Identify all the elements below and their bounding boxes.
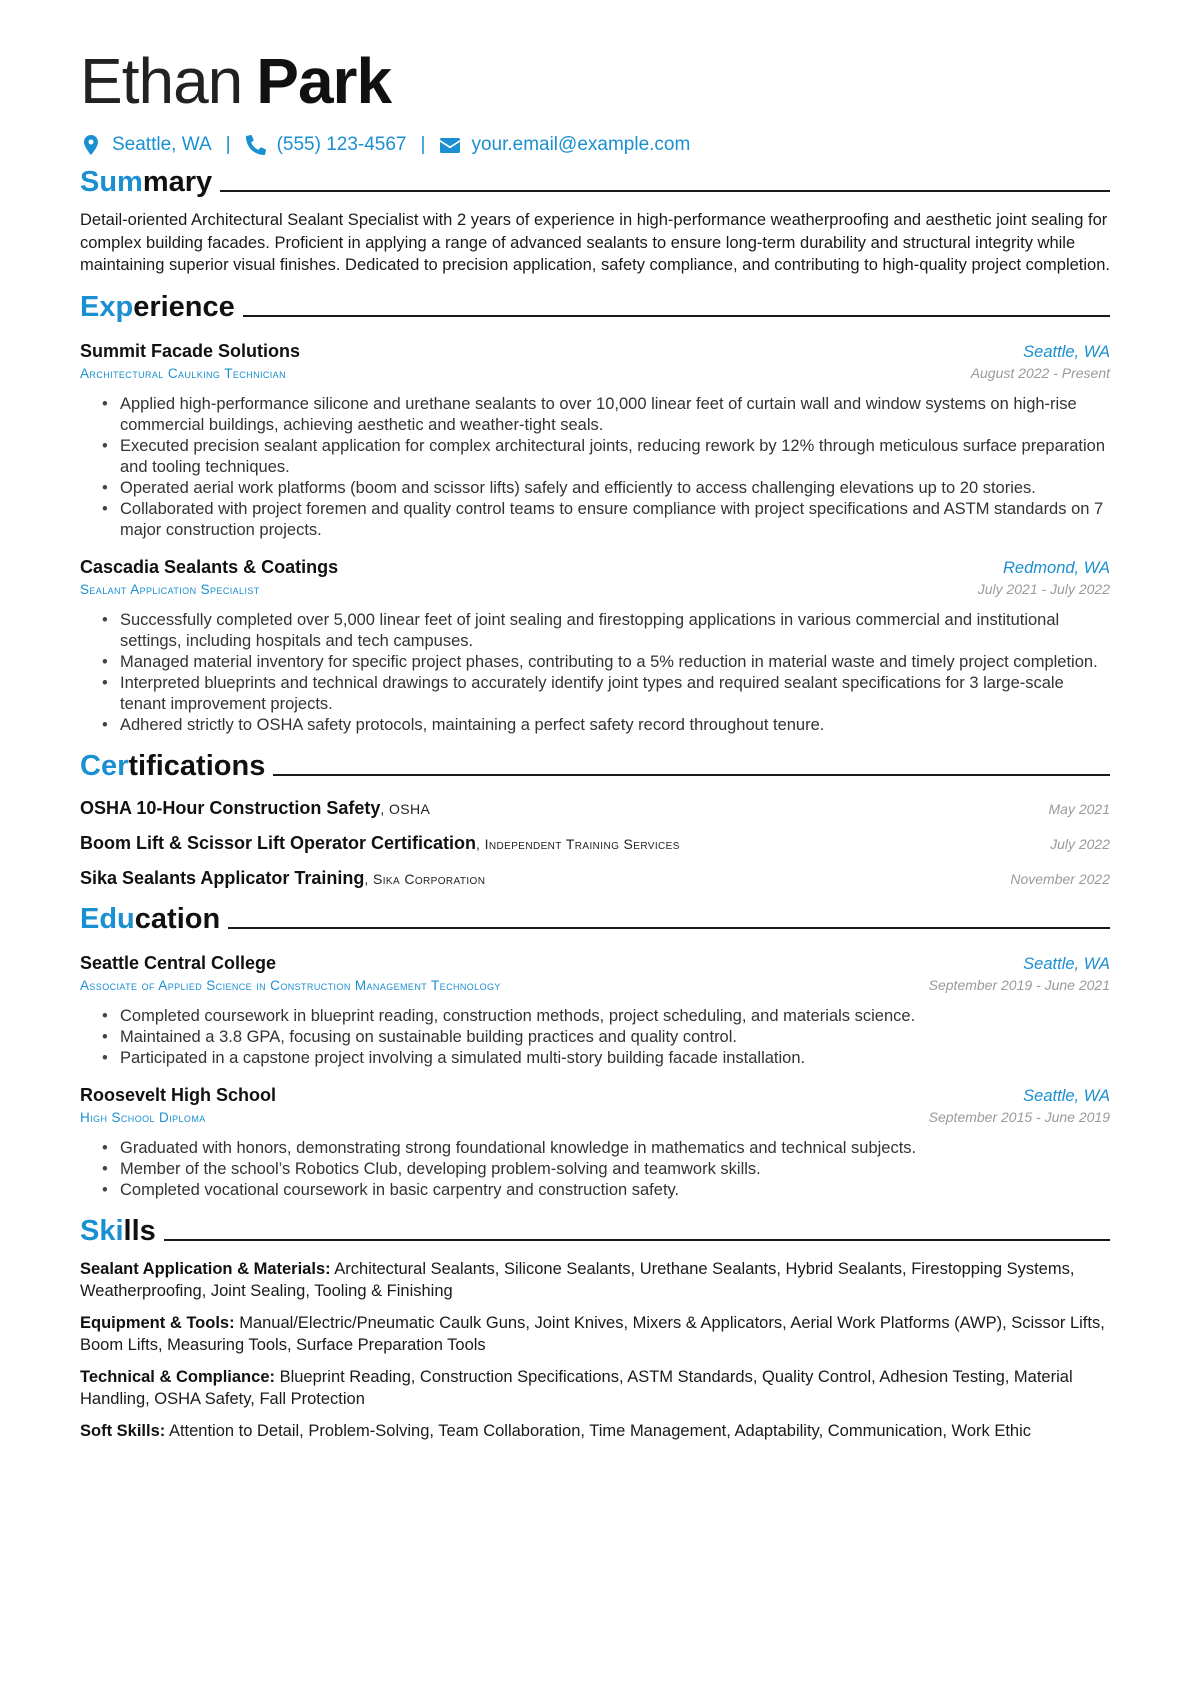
bullet-item: • Completed vocational coursework in basic carpentry and construction safety.	[120, 1180, 1110, 1201]
contact-separator: |	[225, 134, 231, 155]
job-bullets	[80, 610, 1110, 736]
degree: Associate of Applied Science in Construction Management Technology	[80, 977, 501, 993]
bullet-item: • Applied high-performance silicone and urethane sealants to over 10,000 linear feet of curtain wall and window systems on high-rise commercial buildings, achieving aesthetic and weather-tight seals.	[120, 394, 1110, 436]
education-bullets	[80, 1006, 1110, 1069]
school-name: Roosevelt High School	[80, 1084, 277, 1105]
skill-category: Equipment & Tools:	[80, 1313, 235, 1332]
education-entry	[80, 953, 1110, 1069]
school-location: Seattle, WA	[1023, 954, 1110, 973]
bullet-item: • Completed coursework in blueprint reading, construction methods, project scheduling, and materials science.	[120, 1006, 1110, 1027]
summary-text: Detail-oriented Architectural Sealant Specialist with 2 years of experience in high-performance weatherproofing and aesthetic joint sealing for complex building facades. Proficient in applying a range of advanced sealants to ensure long-term durability and structural integrity while maintaining superior visual finishes. Dedicated to precision application, safety compliance, and contributing to high-quality project completion.	[80, 211, 1110, 274]
bullet-item: • Participated in a capstone project involving a simulated multi-story building facade installation.	[120, 1048, 1110, 1069]
job-location: Seattle, WA	[1023, 342, 1110, 361]
contact-bar	[80, 134, 1110, 156]
school-dates: September 2019 - June 2021	[928, 976, 1110, 993]
degree: High School Diploma	[80, 1109, 206, 1125]
email-text: your.email@example.com	[471, 134, 691, 155]
first-name: Ethan	[80, 45, 243, 117]
phone-text: (555) 123-4567	[276, 134, 407, 155]
envelope-icon	[439, 134, 461, 156]
bullet-item: • Member of the school’s Robotics Club, developing problem-solving and teamwork skills.	[120, 1159, 1110, 1180]
skills-section	[80, 1213, 1110, 1443]
skill-category: Sealant Application & Materials:	[80, 1259, 331, 1278]
summary-section	[80, 164, 1110, 277]
school-name: Seattle Central College	[80, 952, 277, 973]
bullet-item: • Graduated with honors, demonstrating strong foundational knowledge in mathematics and technical subjects.	[120, 1138, 1110, 1159]
bullet-item: • Interpreted blueprints and technical drawings to accurately identify joint types and required sealant specifications for 3 large-scale tenant improvement projects.	[120, 673, 1110, 715]
certification-name: OSHA 10-Hour Construction Safety	[80, 797, 381, 818]
title-accent: Sum	[80, 166, 143, 198]
certification-issuer: , Independent Training Services	[476, 835, 680, 852]
certification-date: July 2022	[1050, 835, 1110, 852]
education-entry	[80, 1085, 1110, 1201]
last-name: Park	[256, 45, 392, 117]
section-title	[80, 289, 235, 325]
section-title	[80, 748, 265, 784]
title-rest: tifications	[128, 749, 266, 782]
skill-category: Technical & Compliance:	[80, 1367, 275, 1386]
bullet-item: • Adhered strictly to OSHA safety protocols, maintaining a perfect safety record throughout tenure.	[120, 715, 1110, 736]
title-accent: Exp	[80, 290, 134, 323]
section-title	[80, 164, 212, 200]
section-header	[80, 748, 1110, 784]
job-dates: August 2022 - Present	[970, 364, 1110, 381]
skill-list: Attention to Detail, Problem-Solving, Team Collaboration, Time Management, Adaptability, Communication, Work Ethic	[165, 1421, 1032, 1440]
experience-entry	[80, 557, 1110, 736]
certification-issuer: , OSHA	[380, 800, 431, 817]
skill-group	[80, 1420, 1110, 1443]
section-title	[80, 1213, 156, 1249]
certification-issuer: , Sika Corporation	[364, 870, 486, 887]
bullet-item: • Collaborated with project foremen and quality control teams to ensure compliance with project specifications and ASTM standards on 7 major construction projects.	[120, 499, 1110, 541]
certification-item	[80, 798, 1110, 819]
section-header	[80, 164, 1110, 200]
skill-group	[80, 1312, 1110, 1357]
contact-email[interactable]	[439, 134, 690, 156]
certification-name: Boom Lift & Scissor Lift Operator Certification	[80, 832, 477, 853]
job-location: Redmond, WA	[1003, 558, 1110, 577]
job-bullets	[80, 394, 1110, 541]
education-section	[80, 901, 1110, 1201]
section-title	[80, 901, 220, 937]
employer-name: Summit Facade Solutions	[80, 340, 301, 361]
skill-category: Soft Skills:	[80, 1421, 166, 1440]
job-title: Architectural Caulking Technician	[80, 365, 286, 381]
bullet-item: • Executed precision sealant application for complex architectural joints, reducing rework by 12% through meticulous surface preparation and tooling techniques.	[120, 436, 1110, 478]
section-rule	[273, 774, 1110, 776]
certifications-section	[80, 748, 1110, 889]
candidate-name	[80, 36, 1110, 126]
title-rest: lls	[123, 1214, 156, 1247]
title-accent: Cer	[80, 749, 129, 782]
job-title: Sealant Application Specialist	[80, 581, 260, 597]
location-text: Seattle, WA	[112, 134, 212, 155]
job-dates: July 2021 - July 2022	[977, 580, 1110, 597]
bullet-item: • Successfully completed over 5,000 linear feet of joint sealing and firestopping applications in various commercial and institutional settings, including hospitals and tech campuses.	[120, 610, 1110, 652]
certification-item	[80, 833, 1110, 854]
title-accent: Ski	[80, 1214, 124, 1247]
employer-name: Cascadia Sealants & Coatings	[80, 556, 339, 577]
section-header	[80, 1213, 1110, 1249]
title-rest: erience	[133, 290, 235, 323]
contact-location	[80, 134, 212, 156]
map-pin-icon	[80, 134, 102, 156]
section-header	[80, 901, 1110, 937]
school-location: Seattle, WA	[1023, 1086, 1110, 1105]
certification-date: November 2022	[1010, 870, 1110, 887]
section-rule	[243, 315, 1110, 317]
bullet-item: • Operated aerial work platforms (boom and scissor lifts) safely and efficiently to access challenging elevations up to 20 stories.	[120, 478, 1110, 499]
experience-section	[80, 289, 1110, 736]
experience-entry	[80, 341, 1110, 541]
skill-group	[80, 1258, 1110, 1303]
contact-phone[interactable]	[245, 134, 407, 156]
certification-name: Sika Sealants Applicator Training	[80, 867, 365, 888]
section-rule	[228, 927, 1110, 929]
education-bullets	[80, 1138, 1110, 1201]
section-rule	[164, 1239, 1110, 1241]
title-accent: Edu	[80, 902, 135, 935]
skill-list: Blueprint Reading, Construction Specifications, ASTM Standards, Quality Control, Adhesion Testing, Material Handling, OSHA Safety, Fall Protection	[80, 1367, 1073, 1408]
title-rest: cation	[134, 902, 221, 935]
section-header	[80, 289, 1110, 325]
certification-item	[80, 868, 1110, 889]
school-dates: September 2015 - June 2019	[928, 1108, 1110, 1125]
skill-group	[80, 1366, 1110, 1411]
contact-separator: |	[420, 134, 426, 155]
skill-list: Manual/Electric/Pneumatic Caulk Guns, Joint Knives, Mixers & Applicators, Aerial Work Platforms (AWP), Scissor Lifts, Boom Lifts, Measuring Tools, Surface Preparation Tools	[80, 1313, 1105, 1354]
phone-icon	[245, 134, 267, 156]
title-rest: mary	[142, 166, 213, 198]
bullet-item: • Managed material inventory for specific project phases, contributing to a 5% reduction in material waste and timely project completion.	[120, 652, 1110, 673]
section-rule	[220, 190, 1110, 192]
skill-list: Architectural Sealants, Silicone Sealants, Urethane Sealants, Hybrid Sealants, Firestopping Systems, Weatherproofing, Joint Sealing, Tooling & Finishing	[80, 1259, 1075, 1300]
certification-date: May 2021	[1048, 800, 1110, 817]
bullet-item: • Maintained a 3.8 GPA, focusing on sustainable building practices and quality control.	[120, 1027, 1110, 1048]
